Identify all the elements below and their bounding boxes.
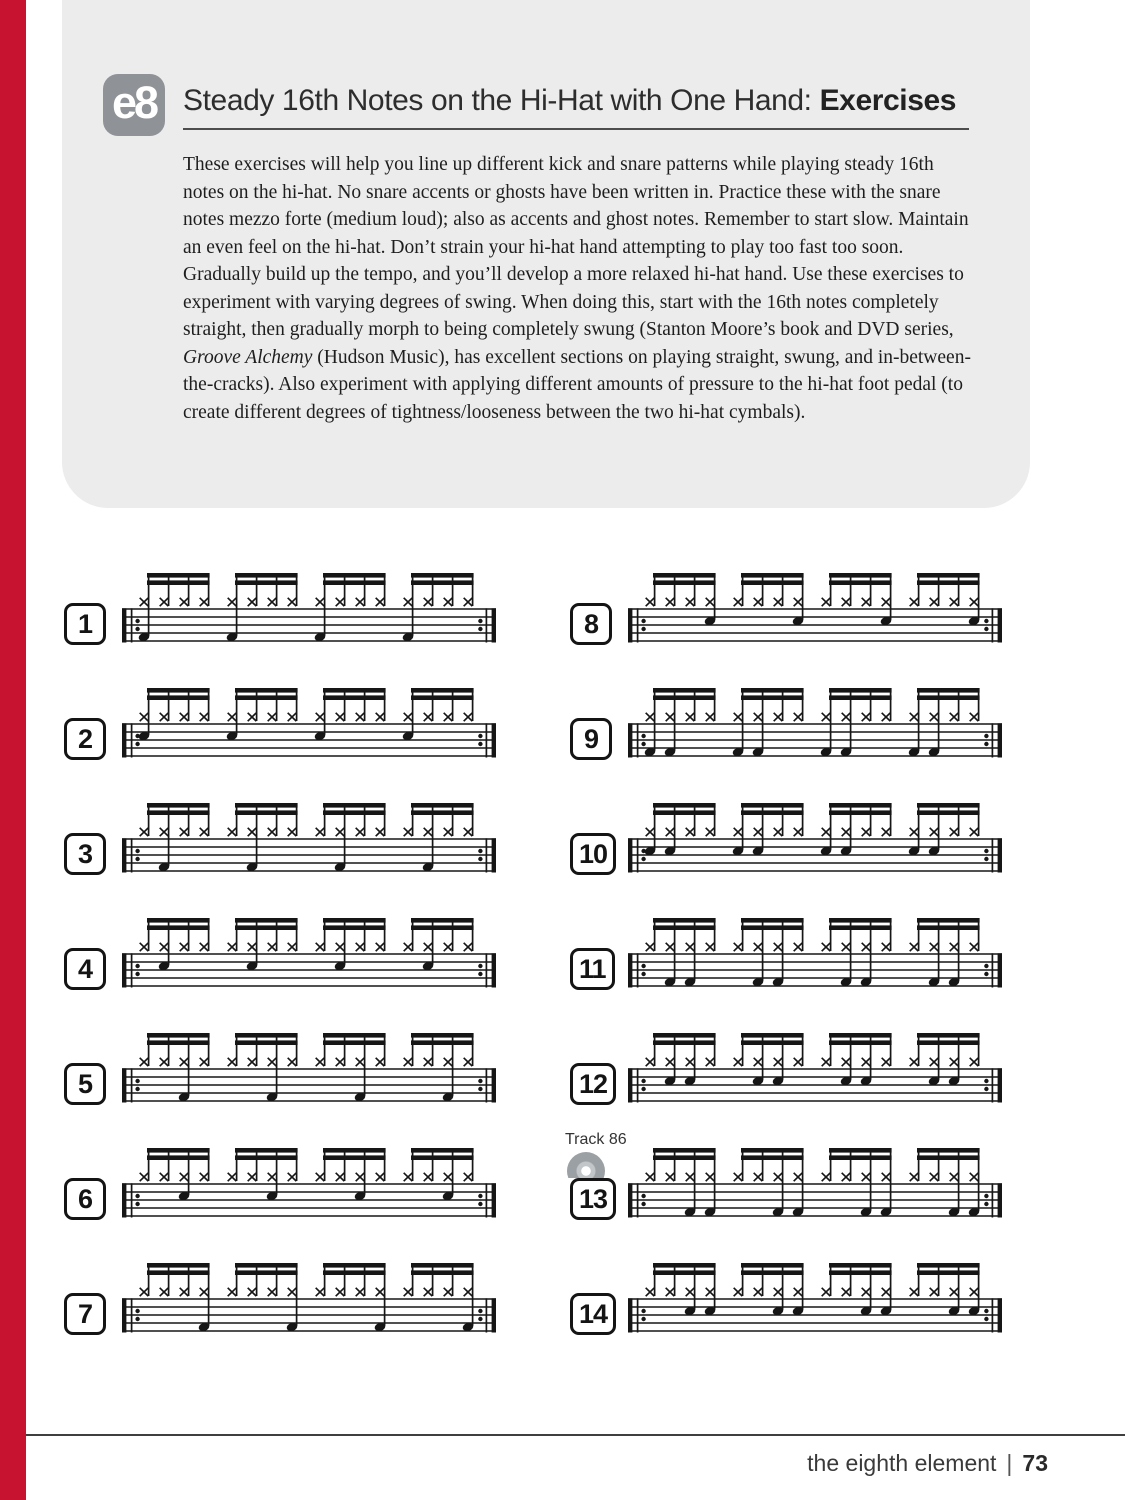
exercise-number-badge-12: 12 — [570, 1063, 616, 1105]
exercise-number-badge-6: 6 — [64, 1178, 106, 1220]
chapter-edge-tab — [0, 0, 26, 1500]
title-rule — [183, 128, 969, 130]
exercise-number-badge-1: 1 — [64, 603, 106, 645]
exercise-row-9 — [568, 680, 1020, 776]
exercise-row-7 — [62, 1255, 514, 1351]
staff-notation-exercise-13 — [620, 1140, 1010, 1236]
track-label: Track 86 — [565, 1131, 627, 1148]
page-title — [183, 84, 973, 118]
exercise-row-13 — [565, 1131, 1020, 1236]
staff-notation-exercise-14 — [620, 1255, 1010, 1351]
intro-text-after: (Hudson Music), has excellent sections on playing straight, swung, and in-between-the-cracks). Also experiment with applying different amounts of pressure to the hi-hat foot pedal (to create different degrees of tightness/looseness between the two hi-hat cymbals). — [183, 346, 971, 423]
exercise-number-badge-13: 13 — [570, 1178, 616, 1220]
intro-panel — [62, 0, 1030, 508]
staff-notation-exercise-5 — [114, 1025, 504, 1121]
e8-logo: e8 — [103, 74, 165, 136]
cd-icon-clip — [567, 1152, 609, 1178]
exercise-number-badge-5: 5 — [64, 1063, 106, 1105]
staff-notation-exercise-6 — [114, 1140, 504, 1236]
exercise-row-3 — [62, 795, 514, 891]
footer-separator: | — [1006, 1450, 1013, 1476]
staff-notation-exercise-8 — [620, 565, 1010, 661]
exercise-row-4 — [62, 910, 514, 1006]
footer — [807, 1450, 1048, 1477]
staff-notation-exercise-9 — [620, 680, 1010, 776]
exercise-number-badge-2: 2 — [64, 718, 106, 760]
exercise-row-12 — [568, 1025, 1020, 1121]
exercise-row-10 — [568, 795, 1020, 891]
footer-book-title: the eighth element — [807, 1450, 997, 1476]
exercise-row-1 — [62, 565, 514, 661]
exercise-number-badge-14: 14 — [570, 1293, 616, 1335]
staff-notation-exercise-4 — [114, 910, 504, 1006]
footer-rule — [26, 1434, 1125, 1436]
track-badge — [565, 1130, 627, 1178]
exercise-number-badge-3: 3 — [64, 833, 106, 875]
staff-notation-exercise-11 — [620, 910, 1010, 1006]
exercise-number-badge-10: 10 — [570, 833, 616, 875]
exercise-row-8 — [568, 565, 1020, 661]
staff-notation-exercise-10 — [620, 795, 1010, 891]
title-regular: Steady 16th Notes on the Hi-Hat with One Hand: — [183, 84, 820, 117]
exercise-row-14 — [568, 1255, 1020, 1351]
staff-notation-exercise-7 — [114, 1255, 504, 1351]
exercise-row-2 — [62, 680, 514, 776]
staff-notation-exercise-3 — [114, 795, 504, 891]
title-emphasis: Exercises — [819, 84, 957, 117]
intro-paragraph — [183, 151, 971, 426]
staff-notation-exercise-1 — [114, 565, 504, 661]
exercise-number-badge-4: 4 — [64, 948, 106, 990]
cd-icon — [567, 1152, 605, 1178]
exercise-row-11 — [568, 910, 1020, 1006]
exercise-row-6 — [62, 1140, 514, 1236]
exercise-number-badge-11: 11 — [570, 948, 615, 990]
exercise-grid — [62, 565, 1022, 1377]
exercise-number-badge-9: 9 — [570, 718, 612, 760]
exercise-number-badge-7: 7 — [64, 1293, 106, 1335]
staff-notation-exercise-2 — [114, 680, 504, 776]
exercise-number-badge-8: 8 — [570, 603, 612, 645]
footer-page-number: 73 — [1022, 1450, 1048, 1476]
intro-text-italic: Groove Alchemy — [183, 346, 313, 368]
exercise-row-5 — [62, 1025, 514, 1121]
intro-text-before: These exercises will help you line up different kick and snare patterns while playing steady 16th notes on the hi-hat. No snare accents or ghosts have been written in. Practice these with the snare notes mezzo forte (medium loud); also as accents and ghost notes. Remember to start slow. Maintain an even feel on the hi-hat. Don’t strain your hi-hat hand attempting to play too fast too soon. Gradually build up the tempo, and you’ll develop a more relaxed hi-hat hand. Use these exercises to experiment with varying degrees of swing. When doing this, start with the 16th notes completely straight, then gradually morph to being completely swung (Stanton Moore’s book and DVD series, — [183, 154, 969, 340]
staff-notation-exercise-12 — [620, 1025, 1010, 1121]
